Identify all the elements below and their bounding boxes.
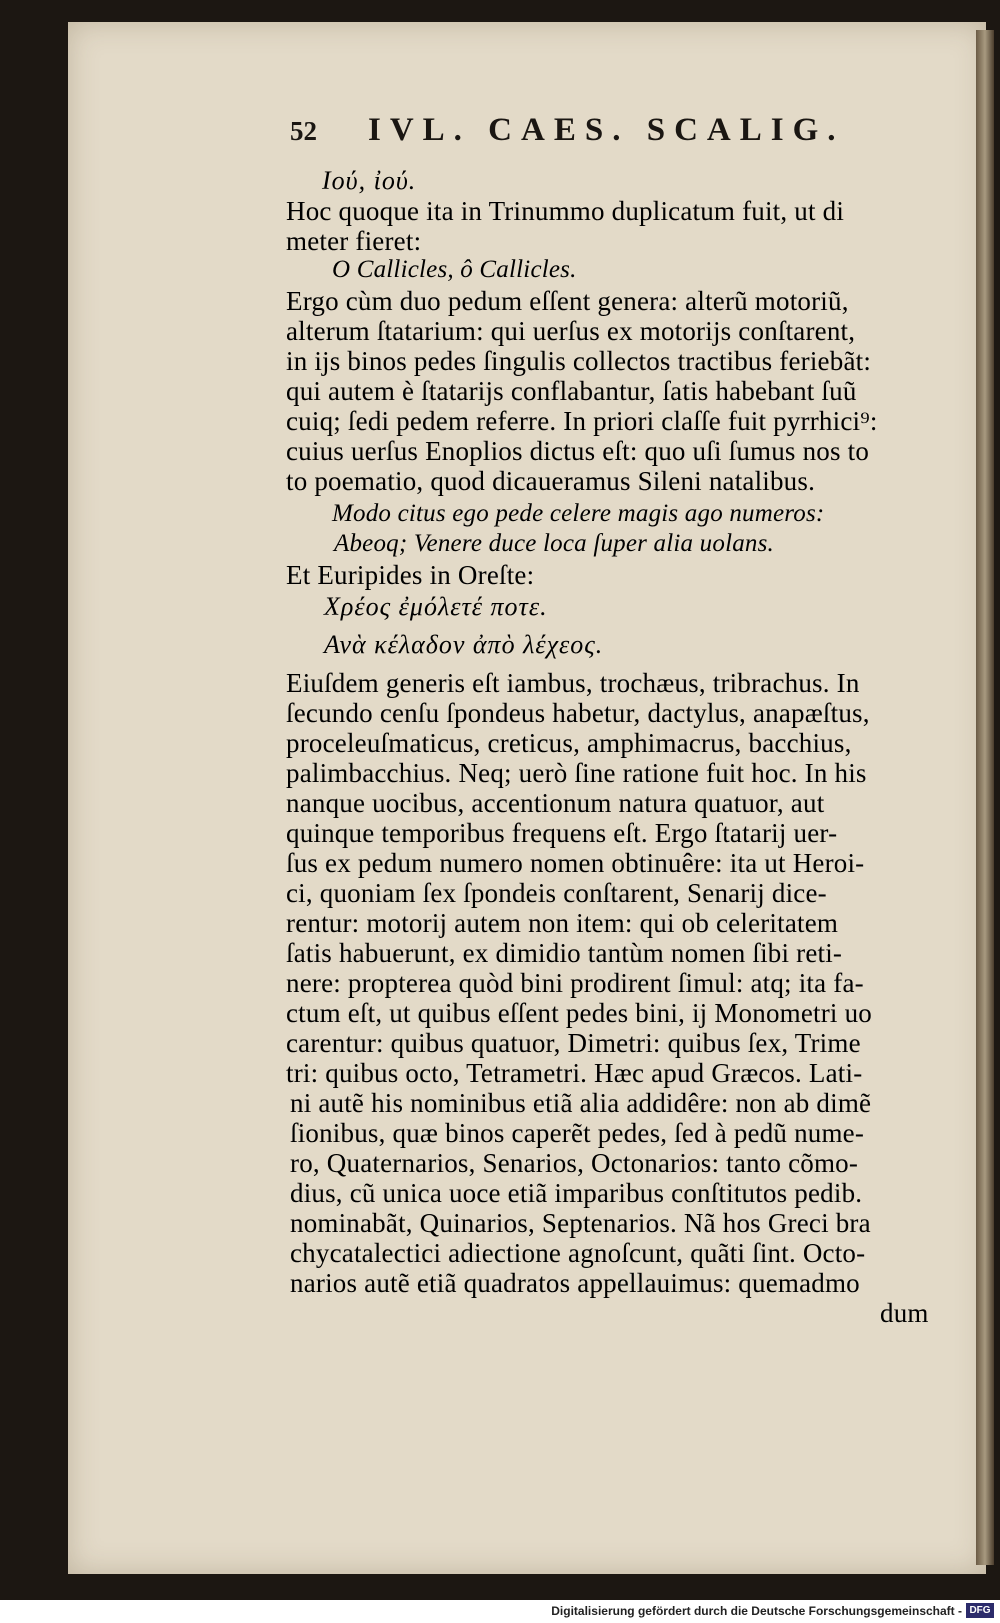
text-line: qui autem è ſtatarijs conflabantur, ſatis habebant ſuũ: [286, 376, 857, 406]
text-line: cuius uerſus Enoplios dictus eſt: quo uſi ſumus nos to: [286, 436, 870, 466]
text-line: ci, quoniam ſex ſpondeis conſtarent, Senarij dice-: [286, 878, 827, 908]
text-line: ſatis habuerunt, ex dimidio tantùm nomen ſibi reti-: [286, 938, 843, 968]
text-line: alterum ſtatarium: qui uerſus ex motorijs conſtarent,: [286, 316, 856, 346]
dfg-logo: DFG: [966, 1603, 994, 1618]
text-line: to poematio, quod dicaueramus Sileni natalibus.: [286, 466, 816, 496]
text-line: ſus ex pedum numero nomen obtinuêre: ita ut Heroi-: [286, 848, 865, 878]
text-line: ro, Quaternarios, Senarios, Octonarios: tanto cõmo-: [290, 1148, 859, 1178]
text-line: ni autẽ his nominibus etiã alia addidêre: non ab dimẽ: [290, 1088, 872, 1118]
text-line: Abeoq; Venere duce loca ſuper alia uolans.: [334, 530, 775, 557]
text-line: tri: quibus octo, Tetrametri. Hæc apud Græcos. Lati-: [286, 1058, 863, 1088]
text-line: Hoc quoque ita in Trinummo duplicatum fuit, ut di: [286, 196, 845, 226]
running-head-title: IVL. CAES. SCALIG.: [368, 112, 845, 148]
text-line: nanque uocibus, accentionum natura quatuor, aut: [286, 788, 825, 818]
page-edge: [976, 30, 994, 1565]
text-line: quinque temporibus frequens eſt. Ergo ſtatarij uer-: [286, 818, 838, 848]
text-line: cuiq; ſedi pedem referre. In priori claſſe fuit pyrrhici⁹:: [286, 406, 878, 436]
text-line: nere: propterea quòd bini prodirent ſimul: atq; ita fa-: [286, 968, 864, 998]
page-number: 52: [290, 116, 317, 146]
text-line: chycatalectici adiectione agnoſcunt, quãti ſint. Octo-: [290, 1238, 866, 1268]
text-line: dum: [880, 1298, 929, 1328]
text-line: rentur: motorij autem non item: qui ob celeritatem: [286, 908, 839, 938]
text-line: Ανὰ κέλαδον ἀπὸ λέχεος.: [324, 630, 604, 659]
text-line: Modo citus ego pede celere magis ago numeros:: [332, 500, 825, 527]
text-line: narios autẽ etiã quadratos appellauimus: quemadmo: [290, 1268, 860, 1298]
text-line: carentur: quibus quatuor, Dimetri: quibus ſex, Trime: [286, 1028, 861, 1058]
text-line: Et Euripides in Oreſte:: [286, 560, 535, 590]
text-line: ſecundo cenſu ſpondeus habetur, dactylus, anapæſtus,: [286, 698, 870, 728]
text-line: Χρέος ἐμόλετέ ποτε.: [324, 592, 548, 621]
text-line: Ergo cùm duo pedum eſſent genera: alterũ motoriũ,: [286, 286, 849, 316]
text-line: O Callicles, ô Callicles.: [332, 256, 577, 283]
footer-credit: Digitalisierung gefördert durch die Deutsche Forschungsgemeinschaft -: [551, 1604, 962, 1618]
text-line: ſionibus, quæ binos caperẽt pedes, ſed à pedũ nume-: [290, 1118, 865, 1148]
text-line: nominabãt, Quinarios, Septenarios. Nã hos Greci bra: [290, 1208, 871, 1238]
text-line: palimbacchius. Neq; uerò ſine ratione fuit hoc. In his: [286, 758, 867, 788]
text-line: Eiuſdem generis eſt iambus, trochæus, tribrachus. In: [286, 668, 860, 698]
text-line: in ijs binos pedes ſingulis collectos tractibus feriebãt:: [286, 346, 872, 376]
text-line: Ιού, ἰού.: [322, 166, 417, 195]
text-line: proceleuſmaticus, creticus, amphimacrus, bacchius,: [286, 728, 852, 758]
text-line: meter fieret:: [286, 226, 422, 256]
text-line: ctum eſt, ut quibus eſſent pedes bini, ij Monometri uo: [286, 998, 872, 1028]
text-line: dius, cũ unica uoce etiã imparibus conſtitutos pedib.: [290, 1178, 863, 1208]
running-head: [290, 112, 850, 149]
